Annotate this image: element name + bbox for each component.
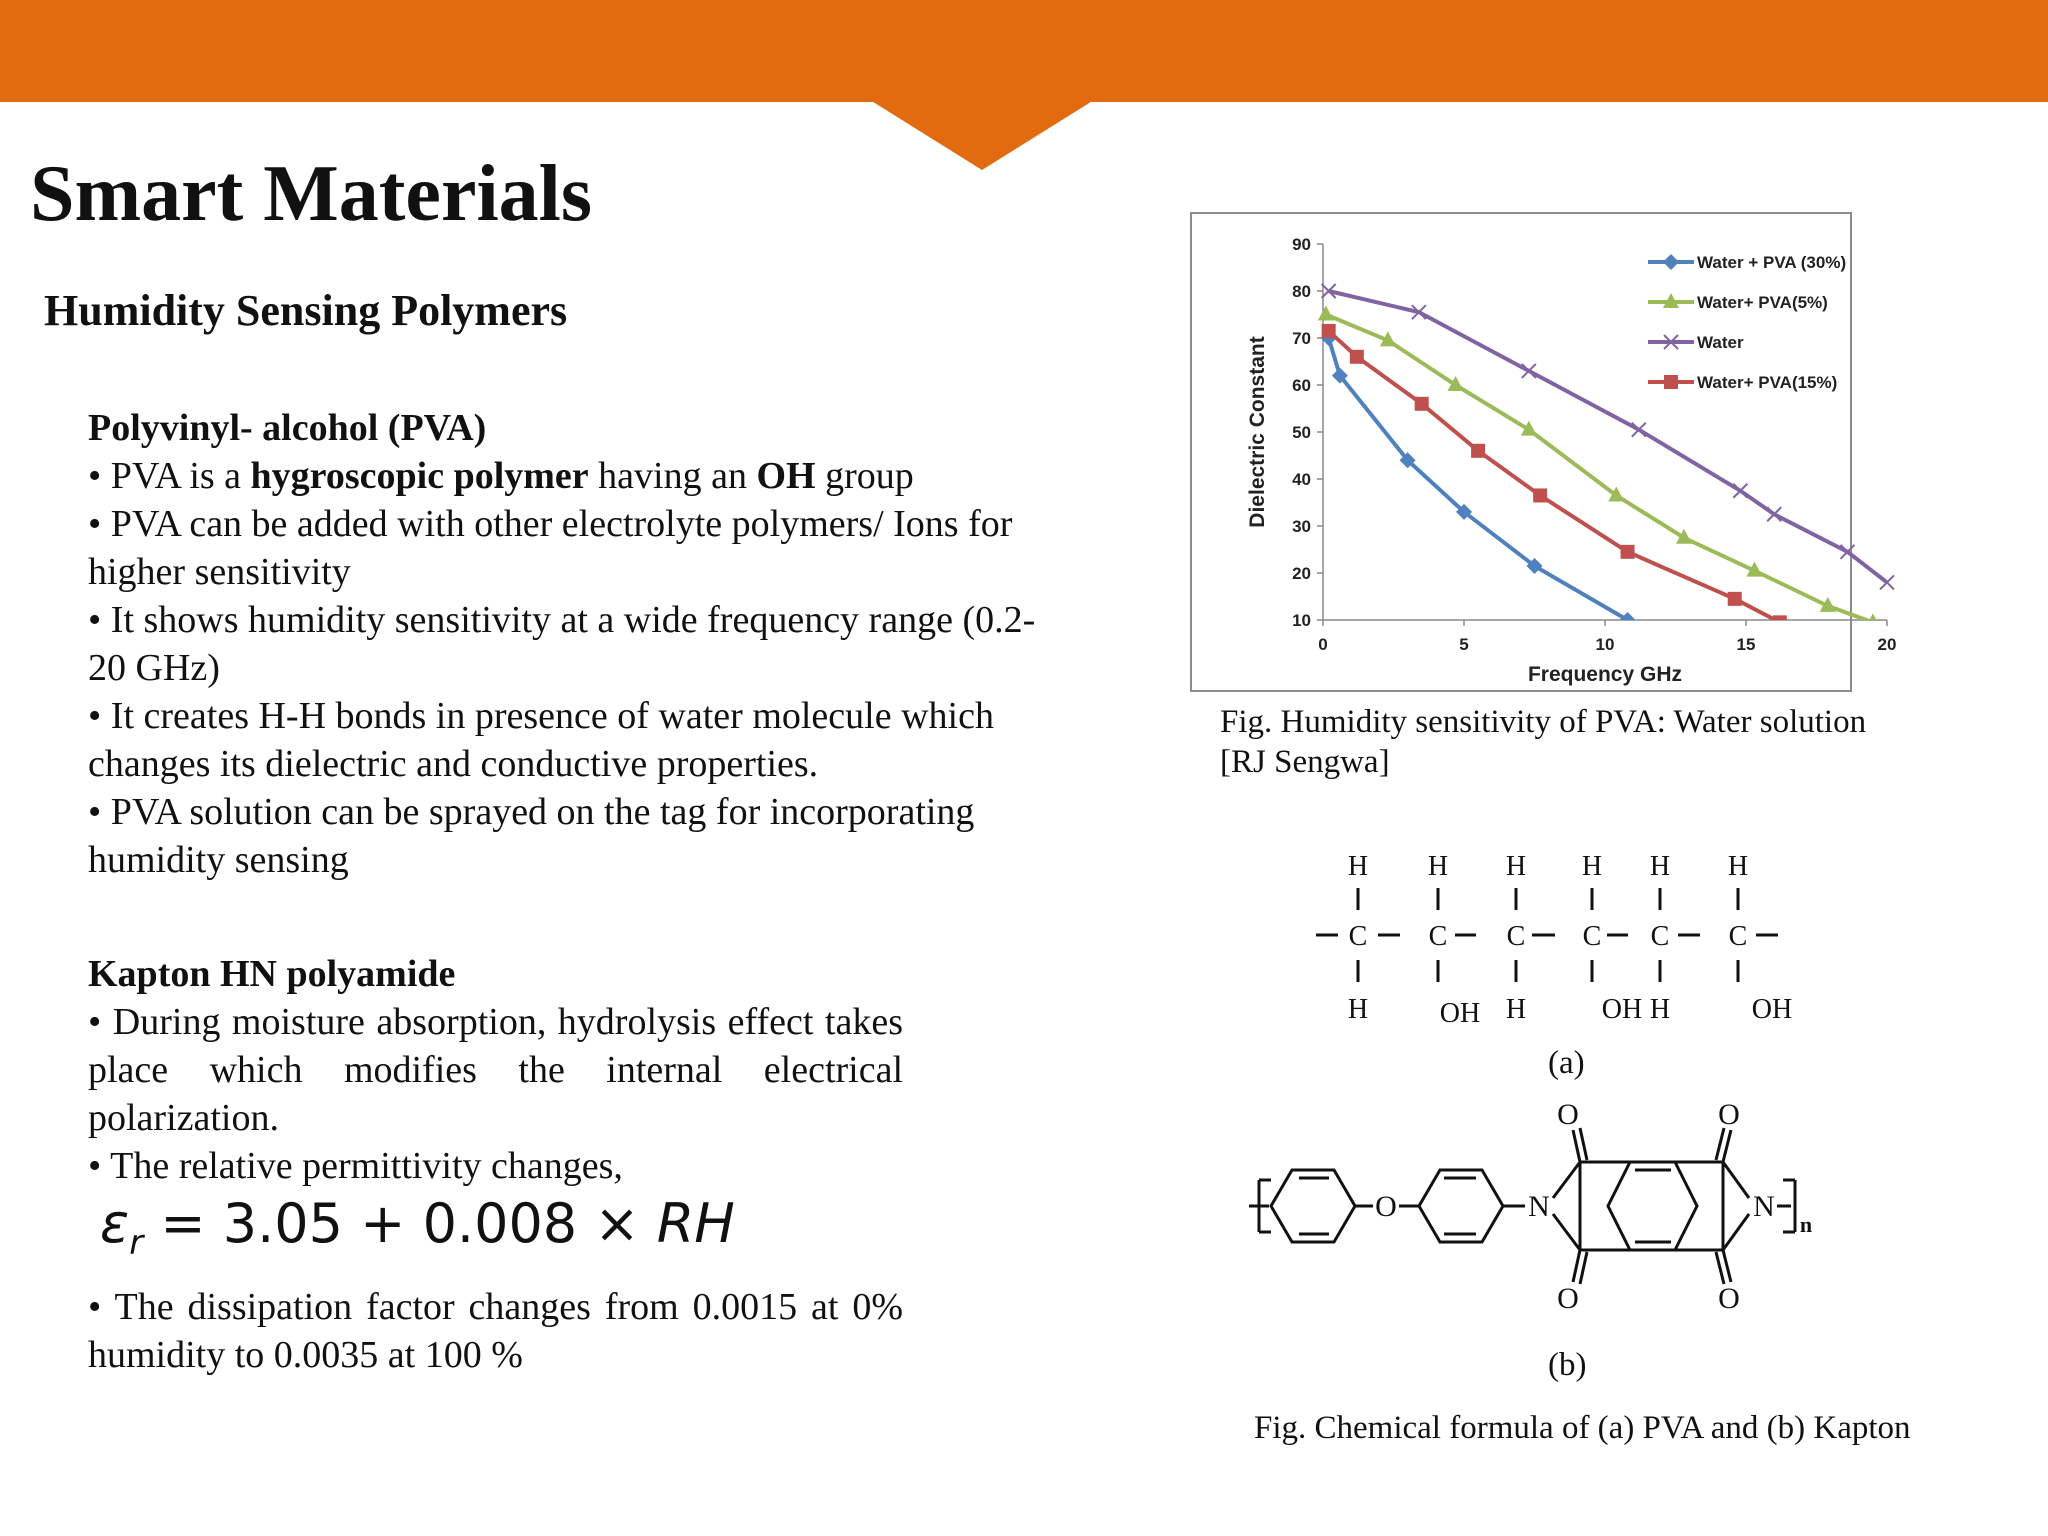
x-axis-title: Frequency GHz <box>1527 663 1683 686</box>
pva-bullet-1-text-b: having an <box>588 455 757 497</box>
legend-label: Water + PVA (30%) <box>1697 253 1847 272</box>
hydrogen-atom: H <box>1505 851 1527 882</box>
data-point <box>1621 545 1635 559</box>
series-line <box>1329 338 1628 620</box>
hydrogen-atom: H <box>1427 851 1449 882</box>
dielectric-chart <box>1190 212 1897 692</box>
data-point <box>1318 306 1334 321</box>
oxygen-atom: O <box>1557 1282 1579 1315</box>
kapton-bullet-3: • The dissipation factor changes from 0.0015 at 0% humidity to 0.0035 at 100 % <box>88 1286 903 1376</box>
kapton-bullet-1: • During moisture absorption, hydrolysis effect takes place which modifies the internal electrical polarization. <box>88 1001 903 1139</box>
kapton-structure <box>1235 1100 1915 1320</box>
nitrogen-atom: N <box>1753 1190 1775 1223</box>
x-tick-label: 5 <box>1459 635 1469 654</box>
y-tick-label: 40 <box>1292 470 1311 489</box>
data-point <box>1608 486 1624 501</box>
repeat-subscript: n <box>1799 1212 1813 1237</box>
pva-heading: Polyvinyl- alcohol (PVA) <box>88 407 487 449</box>
x-tick-label: 0 <box>1318 635 1328 654</box>
pva-bullet-1-text-c: group <box>815 455 914 497</box>
y-tick-label: 50 <box>1292 423 1311 442</box>
hydrogen-atom: H <box>1347 994 1369 1025</box>
equation-variable: RH <box>656 1192 735 1255</box>
data-point <box>1880 575 1894 589</box>
hydrogen-atom: H <box>1505 994 1527 1025</box>
hydroxyl-group: OH <box>1751 994 1793 1025</box>
nitrogen-atom: N <box>1528 1190 1550 1223</box>
oxygen-atom: O <box>1557 1098 1579 1131</box>
kapton-dissipation <box>88 1283 903 1379</box>
y-tick-label: 90 <box>1292 235 1311 254</box>
header-notch <box>870 100 1094 170</box>
data-point <box>1350 350 1364 364</box>
x-tick-label: 10 <box>1595 635 1615 654</box>
carbon-atom: C <box>1650 921 1670 952</box>
hydrogen-atom: H <box>1649 851 1671 882</box>
pva-bullet-1-bold-b: OH <box>756 455 816 497</box>
slide-subtitle: Humidity Sensing Polymers <box>44 286 568 335</box>
data-point <box>1620 612 1636 628</box>
data-point <box>1773 615 1787 629</box>
pva-bullet-2: • PVA can be added with other electrolyte polymers/ Ions for higher sensitivity <box>88 503 1013 593</box>
data-point <box>1632 423 1646 437</box>
figure-label-a: (a) <box>1548 1045 1585 1081</box>
figure-label-b: (b) <box>1548 1347 1587 1383</box>
legend-label: Water <box>1697 333 1744 352</box>
hydrogen-atom: H <box>1649 994 1671 1025</box>
data-point <box>1733 484 1747 498</box>
data-point <box>1471 444 1485 458</box>
data-point <box>1415 397 1429 411</box>
equation-symbol: ε <box>100 1192 130 1255</box>
data-point <box>1841 545 1855 559</box>
y-axis-title: Dielectric Constant <box>1246 336 1269 528</box>
hydrogen-atom: H <box>1581 851 1603 882</box>
carbon-atom: C <box>1728 921 1748 952</box>
y-tick-label: 80 <box>1292 282 1311 301</box>
legend-label: Water+ PVA(15%) <box>1697 373 1838 392</box>
figure-2-caption: Fig. Chemical formula of (a) PVA and (b) Kapton <box>1254 1410 1911 1446</box>
y-tick-label: 70 <box>1292 329 1311 348</box>
pva-bullet-1 <box>88 452 1038 500</box>
pva-bullet-3: • It shows humidity sensitivity at a wide frequency range (0.2- 20 GHz) <box>88 599 1036 689</box>
pva-bullet-5: • PVA solution can be sprayed on the tag for incorporating humidity sensing <box>88 791 975 881</box>
pva-bullet-4: • It creates H-H bonds in presence of water molecule which changes its dielectric and conductive properties. <box>88 695 994 785</box>
carbon-atom: C <box>1348 921 1368 952</box>
carbon-atom: C <box>1428 921 1448 952</box>
data-point <box>1522 364 1536 378</box>
oxygen-atom: O <box>1718 1098 1740 1131</box>
chart-canvas <box>1192 214 1897 690</box>
carbon-atom: C <box>1582 921 1602 952</box>
pva-section <box>88 404 1038 884</box>
permittivity-equation <box>100 1192 735 1263</box>
figure-1-caption: Fig. Humidity sensitivity of PVA: Water solution [RJ Sengwa] <box>1220 704 1867 780</box>
pva-structure <box>1310 840 1830 1040</box>
data-point <box>1865 613 1881 628</box>
x-tick-label: 15 <box>1736 635 1756 654</box>
slide-title: Smart Materials <box>30 150 593 238</box>
kapton-section <box>88 950 903 1190</box>
hydrogen-atom: H <box>1347 851 1369 882</box>
data-point <box>1767 507 1781 521</box>
equation-subscript: r <box>129 1222 144 1263</box>
hydrogen-atom: H <box>1727 851 1749 882</box>
legend-marker <box>1664 375 1678 389</box>
pva-bullet-1-text-a: • PVA is a <box>88 455 251 497</box>
y-tick-label: 60 <box>1292 376 1311 395</box>
equation-body: = 3.05 + 0.008 × <box>143 1192 657 1255</box>
hydroxyl-group: OH <box>1601 994 1643 1025</box>
header-band <box>0 0 2048 102</box>
x-tick-label: 20 <box>1877 635 1897 654</box>
kapton-bullet-2: • The relative permittivity changes, <box>88 1145 623 1187</box>
kapton-heading: Kapton HN polyamide <box>88 953 456 995</box>
y-tick-label: 30 <box>1292 517 1311 536</box>
legend-marker <box>1663 254 1679 270</box>
oxygen-atom: O <box>1718 1282 1740 1315</box>
data-point <box>1322 324 1336 338</box>
y-tick-label: 10 <box>1292 611 1311 630</box>
series-line <box>1326 315 1873 623</box>
y-tick-label: 20 <box>1292 564 1311 583</box>
hydroxyl-group: OH <box>1439 998 1481 1029</box>
pva-bullet-1-bold-a: hygroscopic polymer <box>250 455 589 497</box>
oxygen-atom: O <box>1375 1190 1397 1223</box>
legend-label: Water+ PVA(5%) <box>1697 293 1828 312</box>
carbon-atom: C <box>1506 921 1526 952</box>
data-point <box>1728 592 1742 606</box>
data-point <box>1533 488 1547 502</box>
